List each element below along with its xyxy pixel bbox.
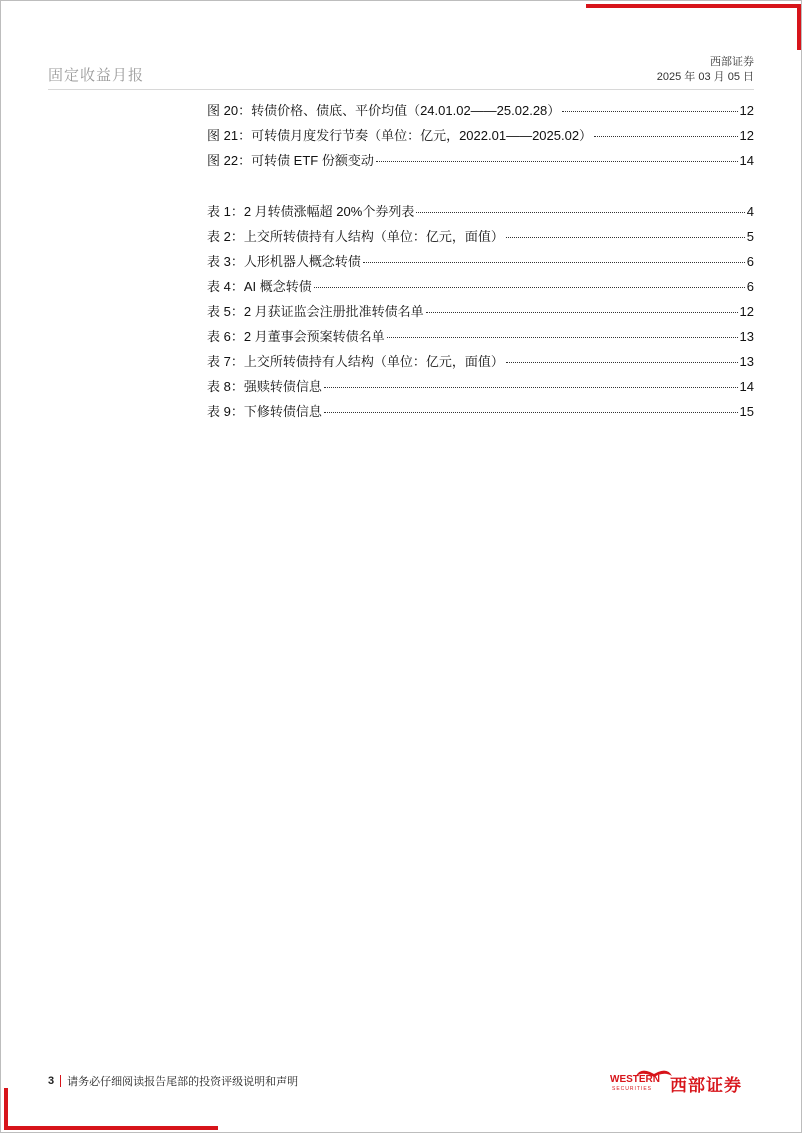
bottom-red-accent-vertical	[4, 1088, 8, 1130]
toc-gap	[207, 175, 754, 201]
footer-separator	[60, 1075, 61, 1087]
toc-dot-leader	[363, 262, 745, 263]
toc-table-entry[interactable]	[207, 326, 754, 351]
logo-english-text: WESTERN	[610, 1074, 660, 1085]
toc-entry-label: 图 21：可转债月度发行节奏（单位：亿元，2022.01——2025.02）	[207, 128, 593, 143]
toc-dot-leader	[506, 362, 738, 363]
toc-entry-label: 图 22：可转债 ETF 份额变动	[207, 153, 374, 168]
toc-dot-leader	[314, 287, 745, 288]
table-of-contents	[207, 100, 754, 426]
toc-dot-leader	[376, 161, 738, 162]
toc-dot-leader	[324, 412, 738, 413]
toc-dot-leader	[416, 212, 744, 213]
toc-entry-label: 表 4：AI 概念转债	[207, 279, 312, 294]
top-red-accent-line	[586, 4, 801, 8]
toc-dot-leader	[506, 237, 745, 238]
toc-entry-label: 表 1：2 月转债涨幅超 20%个券列表	[207, 204, 415, 219]
toc-figure-entry[interactable]	[207, 150, 754, 175]
toc-entry-label: 表 7：上交所转债持有人结构（单位：亿元，面值）	[207, 354, 504, 369]
toc-entry-page: 12	[739, 128, 754, 143]
header-divider	[48, 89, 754, 90]
bottom-red-accent-line	[4, 1126, 218, 1130]
toc-entry-label: 表 6：2 月董事会预案转债名单	[207, 329, 385, 344]
toc-entry-page: 12	[739, 304, 754, 319]
company-logo	[610, 1066, 755, 1094]
toc-dot-leader	[562, 111, 737, 112]
report-type-title: 固定收益月报	[48, 66, 145, 84]
company-name: 西部证券	[710, 56, 754, 68]
toc-entry-page: 14	[739, 153, 754, 168]
toc-table-entry[interactable]	[207, 226, 754, 251]
toc-table-entry[interactable]	[207, 351, 754, 376]
toc-dot-leader	[594, 136, 737, 137]
footer-page-number: 3	[48, 1075, 55, 1087]
toc-table-entry[interactable]	[207, 401, 754, 426]
logo-english-subtext: SECURITIES	[612, 1086, 653, 1092]
toc-figures-list	[207, 100, 754, 175]
logo-chinese-text: 西部证券	[670, 1076, 742, 1095]
toc-entry-page: 6	[746, 279, 754, 294]
toc-figure-entry[interactable]	[207, 125, 754, 150]
toc-entry-label: 表 3：人形机器人概念转债	[207, 254, 361, 269]
toc-tables-list	[207, 201, 754, 426]
toc-entry-page: 14	[739, 379, 754, 394]
report-date: 2025 年 03 月 05 日	[656, 71, 754, 83]
toc-entry-label: 表 2：上交所转债持有人结构（单位：亿元，面值）	[207, 229, 504, 244]
footer-disclaimer: 请务必仔细阅读报告尾部的投资评级说明和声明	[67, 1076, 299, 1088]
header-right	[657, 55, 754, 85]
toc-entry-label: 图 20：转债价格、债底、平价均值（24.01.02——25.02.28）	[207, 103, 561, 118]
toc-figure-entry[interactable]	[207, 100, 754, 125]
toc-entry-page: 4	[746, 204, 754, 219]
toc-dot-leader	[426, 312, 738, 313]
toc-dot-leader	[387, 337, 738, 338]
toc-entry-page: 5	[746, 229, 754, 244]
toc-entry-label: 表 5：2 月获证监会注册批准转债名单	[207, 304, 424, 319]
toc-table-entry[interactable]	[207, 201, 754, 226]
toc-table-entry[interactable]	[207, 301, 754, 326]
toc-entry-page: 6	[746, 254, 754, 269]
top-red-accent-vertical	[797, 4, 801, 50]
toc-entry-page: 15	[739, 404, 754, 419]
toc-entry-label: 表 8：强赎转债信息	[207, 379, 322, 394]
toc-entry-page: 13	[739, 329, 754, 344]
toc-entry-page: 12	[739, 103, 754, 118]
footer	[48, 1073, 298, 1089]
toc-entry-label: 表 9：下修转债信息	[207, 404, 322, 419]
toc-entry-page: 13	[739, 354, 754, 369]
toc-table-entry[interactable]	[207, 276, 754, 301]
toc-table-entry[interactable]	[207, 251, 754, 276]
toc-table-entry[interactable]	[207, 376, 754, 401]
toc-dot-leader	[324, 387, 738, 388]
